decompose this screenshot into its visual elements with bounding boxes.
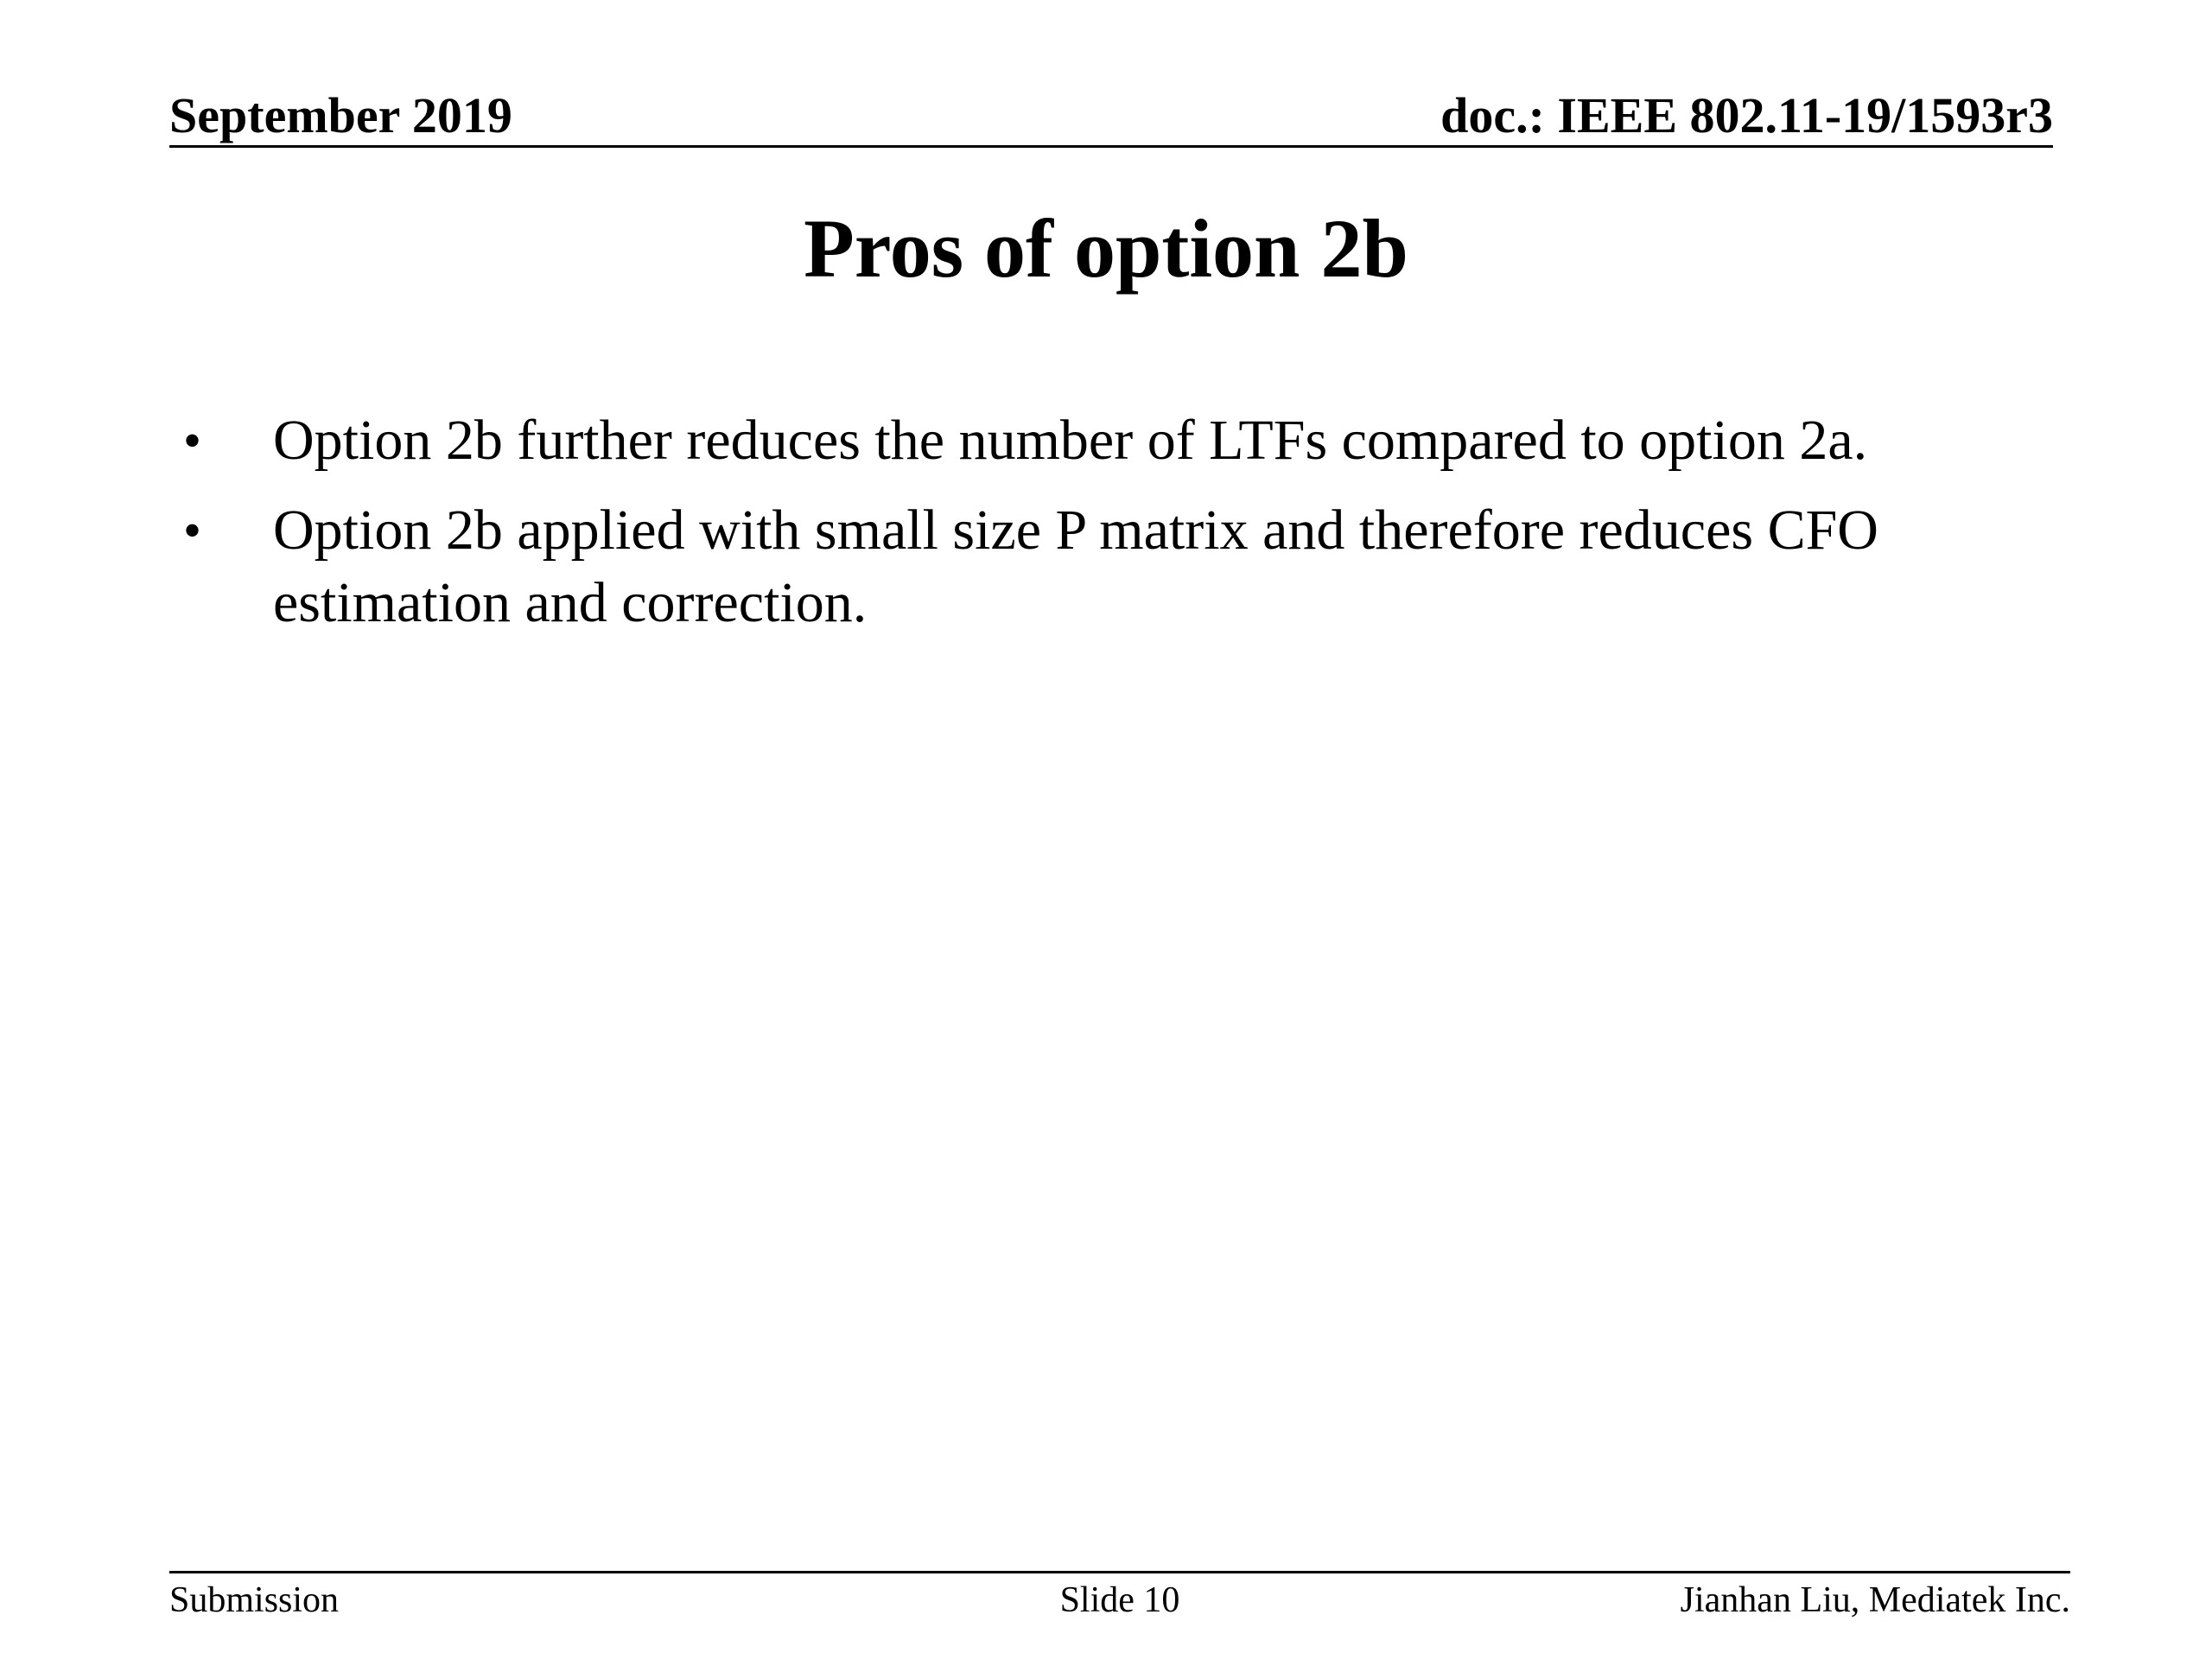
header [169, 85, 2053, 147]
bullet-text: Option 2b applied with small size P matrix and therefore reduces CFO estimation and correction. [273, 499, 1878, 634]
bullet-item [169, 494, 2053, 639]
footer [169, 1576, 2070, 1624]
footer-submission: Submission [169, 1580, 340, 1620]
footer-author: Jianhan Liu, Mediatek Inc. [1680, 1580, 2070, 1620]
footer-divider [169, 1571, 2070, 1573]
bullet-marker: • [183, 502, 202, 559]
bullet-item [169, 404, 2053, 477]
header-doc-id: doc.: IEEE 802.11-19/1593r3 [1440, 87, 2053, 143]
header-divider [169, 145, 2053, 148]
header-date: September 2019 [169, 87, 512, 143]
bullet-marker: • [183, 412, 202, 469]
bullet-list [169, 404, 2053, 657]
footer-slide-number: Slide 10 [1059, 1580, 1180, 1620]
slide-title: Pros of option 2b [804, 202, 1408, 295]
bullet-text: Option 2b further reduces the number of LTFs compared to option 2a. [273, 409, 1868, 472]
